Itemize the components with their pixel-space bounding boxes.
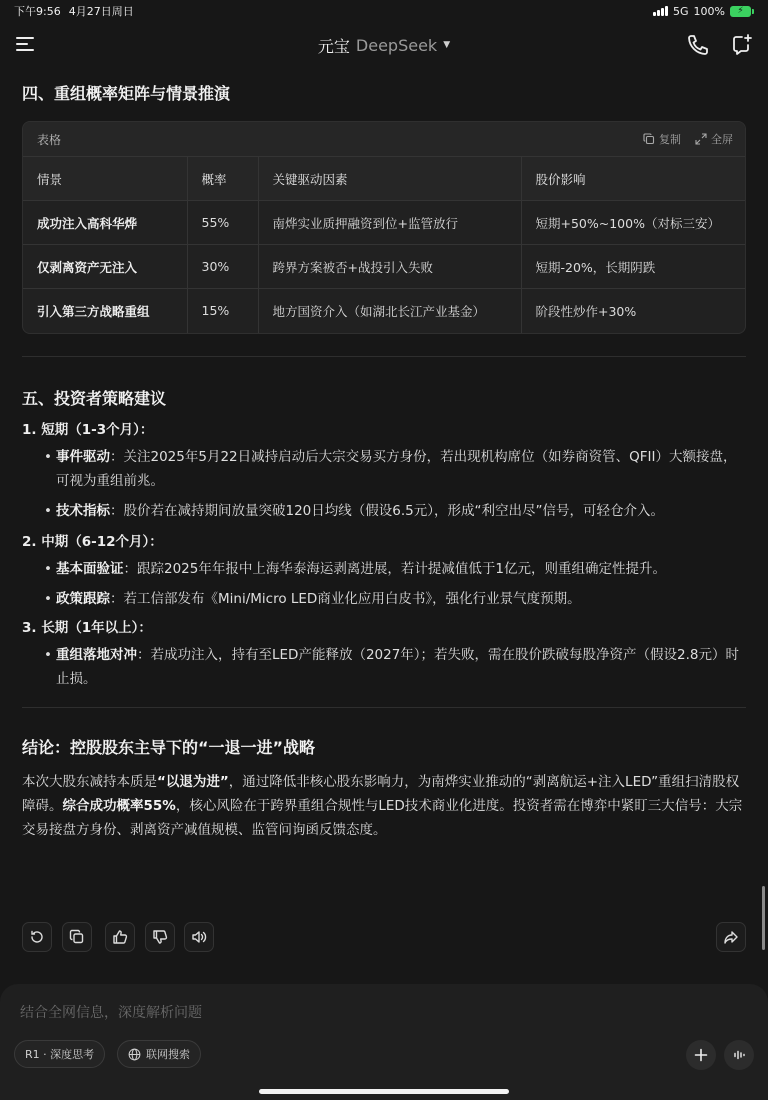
thumbs-down-icon <box>152 929 168 945</box>
item-label: 技术指标 <box>56 502 110 519</box>
table-cell: 阶段性炒作+30% <box>521 289 745 333</box>
dislike-button[interactable] <box>145 922 175 952</box>
model-selector[interactable] <box>318 34 450 57</box>
globe-icon <box>128 1048 141 1061</box>
table-cell: 短期+50%~100%（对标三安） <box>521 201 745 245</box>
list-item <box>44 557 746 581</box>
share-button[interactable] <box>716 922 746 952</box>
composer <box>0 984 768 1100</box>
scenario-table <box>23 156 745 333</box>
column-header: 情景 <box>23 157 187 201</box>
battery-percent: 100% <box>693 4 725 18</box>
phone-icon[interactable] <box>686 33 710 57</box>
copy-label: 复制 <box>659 133 681 146</box>
item-label: 政策跟踪 <box>56 590 110 607</box>
top-nav <box>0 22 768 68</box>
copy-icon <box>69 929 85 945</box>
text-span: ，核心风险在于跨界重组合规性与LED技术商业化进度。投资者需在博弈中紧盯三大信号：大宗交易接盘方身份、剥离资产减值规模、监管问询函反馈态度。 <box>22 797 743 838</box>
conclusion-title: 结论：控股股东主导下的“一退一进”战略 <box>22 737 316 757</box>
scenario-table-card <box>22 121 746 334</box>
battery-icon: ⚡ <box>730 6 754 17</box>
table-cell: 仅剥离资产无注入 <box>23 245 187 289</box>
bold-span: 综合成功概率55% <box>62 797 176 814</box>
item-text: ：跟踪2025年年报中上海华泰海运剥离进展，若计提减值低于1亿元，则重组确定性提升。 <box>123 560 666 577</box>
app-name: 元宝 <box>317 36 350 56</box>
table-cell: 成功注入高科华烨 <box>23 201 187 245</box>
read-aloud-button[interactable] <box>184 922 214 952</box>
web-search-toggle[interactable] <box>117 1040 201 1068</box>
voice-wave-icon <box>732 1048 746 1062</box>
message-input[interactable]: 结合全网信息，深度解析问题 <box>20 1005 202 1021</box>
section-divider <box>22 707 746 708</box>
message-actions <box>22 922 746 952</box>
text-span: 本次大股东减持本质是 <box>22 773 157 790</box>
chat-message <box>22 68 746 842</box>
column-header: 股价影响 <box>521 157 745 201</box>
model-name: DeepSeek <box>355 35 438 55</box>
table-row <box>23 245 745 289</box>
table-cell: 跨界方案被否+战投引入失败 <box>258 245 521 289</box>
refresh-icon <box>29 929 45 945</box>
web-search-label: 联网搜索 <box>146 1048 190 1061</box>
table-cell: 引入第三方战略重组 <box>23 289 187 333</box>
table-row <box>23 201 745 245</box>
list-group-title: 3. 长期（1年以上）： <box>22 619 152 636</box>
strategy-list <box>22 419 746 691</box>
copy-icon <box>643 133 655 145</box>
item-label: 事件驱动 <box>56 448 110 465</box>
list-item <box>44 587 746 611</box>
voice-button[interactable] <box>724 1040 754 1070</box>
menu-icon[interactable] <box>16 36 36 52</box>
status-bar <box>0 0 768 22</box>
signal-icon <box>653 6 668 16</box>
item-text: ：关注2025年5月22日减持启动后大宗交易买方身份，若出现机构席位（如券商资管、QFII）大额接盘，可视为重组前兆。 <box>56 448 737 489</box>
table-cell: 15% <box>187 289 258 333</box>
table-cell: 55% <box>187 201 258 245</box>
table-cell: 地方国资介入（如湖北长江产业基金） <box>258 289 521 333</box>
table-row <box>23 289 745 333</box>
like-button[interactable] <box>105 922 135 952</box>
item-text: ：股价若在减持期间放量突破120日均线（假设6.5元），形成“利空出尽”信号，可轻仓介入。 <box>110 502 664 519</box>
table-cell: 30% <box>187 245 258 289</box>
list-item <box>44 643 746 691</box>
column-header: 概率 <box>187 157 258 201</box>
section-5-title: 五、投资者策略建议 <box>22 388 167 408</box>
item-text: ：若工信部发布《Mini/Micro LED商业化应用白皮书》，强化行业景气度预期。 <box>110 590 581 607</box>
item-text: ：若成功注入，持有至LED产能释放（2027年）；若失败，需在股价跌破每股净资产（假设2.8元）时止损。 <box>56 646 740 687</box>
attach-button[interactable] <box>686 1040 716 1070</box>
speaker-icon <box>191 929 207 945</box>
regenerate-button[interactable] <box>22 922 52 952</box>
bold-span: “以退为进” <box>157 773 229 790</box>
status-time: 下午9:56 <box>14 5 61 18</box>
caret-down-icon: ▼ <box>443 40 451 50</box>
new-chat-icon[interactable] <box>730 33 754 57</box>
status-date: 4月27日周日 <box>68 5 134 18</box>
item-label: 基本面验证 <box>56 560 124 577</box>
item-label: 重组落地对冲 <box>56 646 137 663</box>
share-icon <box>723 929 739 945</box>
deep-think-toggle[interactable] <box>14 1040 105 1068</box>
table-cell: 南烨实业质押融资到位+监管放行 <box>258 201 521 245</box>
list-group-title: 1. 短期（1-3个月）： <box>22 421 154 438</box>
text-span: ，通过降低非核心股东影响力，为南烨实业推动的“剥离航运+注入LED”重组扫清股权障碍。 <box>22 773 740 814</box>
conclusion-paragraph <box>22 770 746 842</box>
section-divider <box>22 356 746 357</box>
list-group-title: 2. 中期（6-12个月）： <box>22 533 163 550</box>
table-label: 表格 <box>37 132 62 147</box>
fullscreen-button[interactable] <box>695 131 733 147</box>
table-cell: 短期-20%，长期阴跌 <box>521 245 745 289</box>
section-4-title: 四、重组概率矩阵与情景推演 <box>22 84 231 103</box>
deep-think-label: R1 · 深度思考 <box>25 1048 95 1061</box>
table-header-bar <box>23 122 745 156</box>
list-item <box>44 445 746 493</box>
plus-icon <box>694 1048 708 1062</box>
table-header-row <box>23 157 745 201</box>
home-indicator <box>259 1089 509 1094</box>
fullscreen-label: 全屏 <box>711 133 733 146</box>
thumbs-up-icon <box>112 929 128 945</box>
list-item <box>44 499 746 523</box>
scrollbar[interactable] <box>762 886 765 950</box>
copy-message-button[interactable] <box>62 922 92 952</box>
column-header: 关键驱动因素 <box>258 157 521 201</box>
expand-icon <box>695 133 707 145</box>
copy-table-button[interactable] <box>643 131 681 147</box>
network-type: 5G <box>673 4 689 18</box>
